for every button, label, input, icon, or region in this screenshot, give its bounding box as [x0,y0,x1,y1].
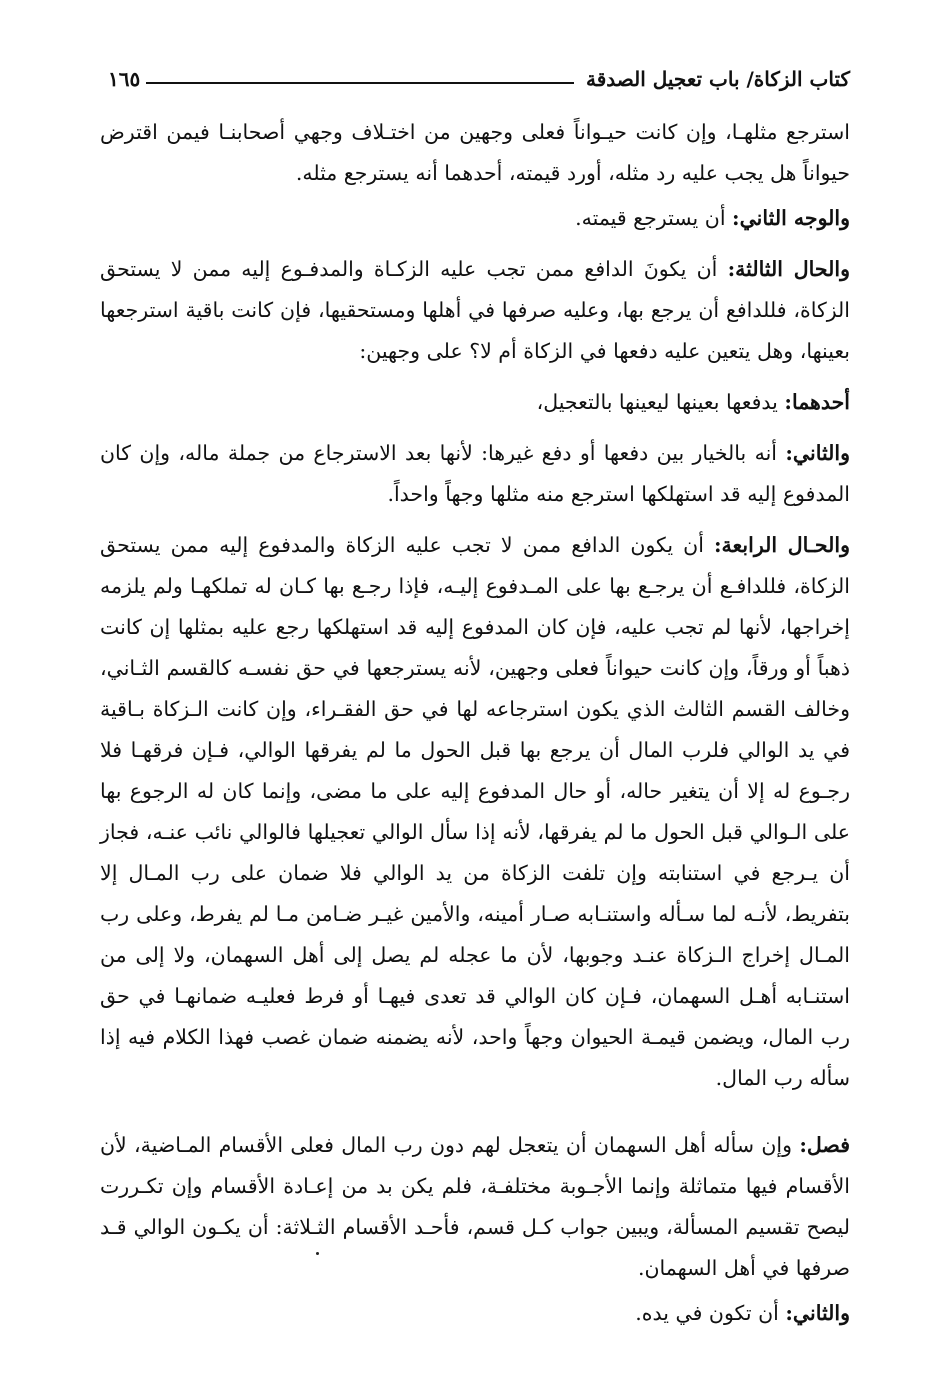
page-body [100,112,850,1344]
header-title: كتاب الزكاة/ باب تعجيل الصدقة [586,67,850,91]
paragraph-text: أن تكون في يده. [635,1301,786,1325]
paragraph-8 [100,1293,850,1334]
paragraph-5 [100,433,850,515]
paragraph-6 [100,525,850,1099]
paragraph-4 [100,382,850,423]
print-speck [316,1252,319,1255]
header-rule [146,82,574,84]
paragraph-1 [100,112,850,194]
paragraph-lead: والحـال الرابعة: [713,533,850,557]
paragraph-lead: والوجه الثاني: [732,206,850,230]
paragraph-lead: أحدهما: [784,390,850,414]
paragraph-lead: والثاني: [785,441,850,465]
paragraph-7 [100,1125,850,1289]
running-header [108,62,850,96]
paragraph-text: أنه بالخيار بين دفعها أو دفع غيرها: لأنها بعد الاسترجاع من جملة ماله، وإن كان المدفوع إليه قد استهلكها استرجع منه مثلها وجهاً واحداً. [100,441,850,506]
paragraph-2 [100,198,850,239]
paragraph-lead: والحال الثالثة: [727,257,850,281]
paragraph-text: أن يكونَ الدافع ممن تجب عليه الزكـاة والمدفـوع إليه ممن لا يستحق الزكاة، فللدافع أن يرجع بها، وعليه صرفها في أهلها ومستحقيها، فإن كانت باقية استرجعها بعينها، وهل يتعين عليه دفعها في الزكاة أم لا؟ على وجهين: [100,257,850,363]
paragraph-3 [100,249,850,372]
paragraph-text: أن يسترجع قيمته. [575,206,733,230]
paragraph-text: أن يكون الدافع ممن لا تجب عليه الزكاة والمدفوع إليه ممن يستحق الزكاة، فللدافـع أن يرجـع بها على المـدفوع إليـه، فإذا رجـع بها كـان له تملكهـا ولم يلزمه إخراجها، لأنها لم تجب عليه، فإن كان المدفوع إليه قد استهلكها رجع عليه بمثلها إن كانت ذهباً أو ورقاً، وإن كانت حيواناً فعلى وجهين، لأنه يسترجعها في حق نفسـه كالقسم الثـاني، وخالف القسم الثالث الذي يكون استرجاعه لها في حق الفقـراء، وإن كانت الـزكاة بـاقية في يد الوالي فلرب المال أن يرجع بها قبل الحول ما لم يفرقها الوالي، فـإن فرقهـا فلا رجـوع له إلا أن يتغير حاله، أو حال المدفوع إليه على ما مضى، وإنما كان له الرجوع بها على الـوالي قبل الحول ما لم يفرقها، لأنه إذا سأل الوالي تعجيلها فالوالي نائب عنـه، فجاز أن يـرجع في استنابته وإن تلفت الزكاة من يد الوالي فلا ضمان على رب المـال إلا بتفريط، لأنـه لما سـأله واستنـابه صـار أمينه، والأمين غيـر ضـامن مـا لم يفرط، وعلى رب المـال إخراج الـزكاة عنـد وجوبها، لأن ما عجله لم يصل إلى أهل السهمان، ولا إلى من استنـابه أهـل السهمان، فـإن كان الوالي قد تعدى فيهـا أو فرط فعليـه ضمانهـا في حق رب المال، ويضمن قيمـة الحيوان وجهاً واحد، لأنه يضمنه ضمان غصب فهذا الكلام فيه إذا سأله رب المال. [100,533,850,1090]
paragraph-text: يدفعها بعينها ليعينها بالتعجيل، [536,390,785,414]
paragraph-text: استرجع مثلهـا، وإن كانت حيـواناً فعلى وجهين من اختـلاف وجهي أصحابنـا فيمن اقترض حيواناً هل يجب عليه رد مثله، أورد قيمته، أحدهما أنه يسترجع مثله. [100,120,850,185]
paragraph-lead: والثاني: [785,1301,850,1325]
paragraph-text: وإن سأله أهل السهمان أن يتعجل لهم دون رب المال فعلى الأقسام المـاضية، لأن الأقسام فيها متماثلة وإنما الأجـوبة مختلفـة، فلم يكن بد من إعـادة الأقسام وإن تكـررت ليصح تقسيم المسألة، ويبين جواب كـل قسم، فأحـد الأقسام الثـلاثة: أن يكـون الوالي قـد صرفها في أهل السهمان. [100,1133,850,1280]
page-number: ١٦٥ [108,67,141,91]
paragraph-lead: فصل: [799,1133,850,1157]
